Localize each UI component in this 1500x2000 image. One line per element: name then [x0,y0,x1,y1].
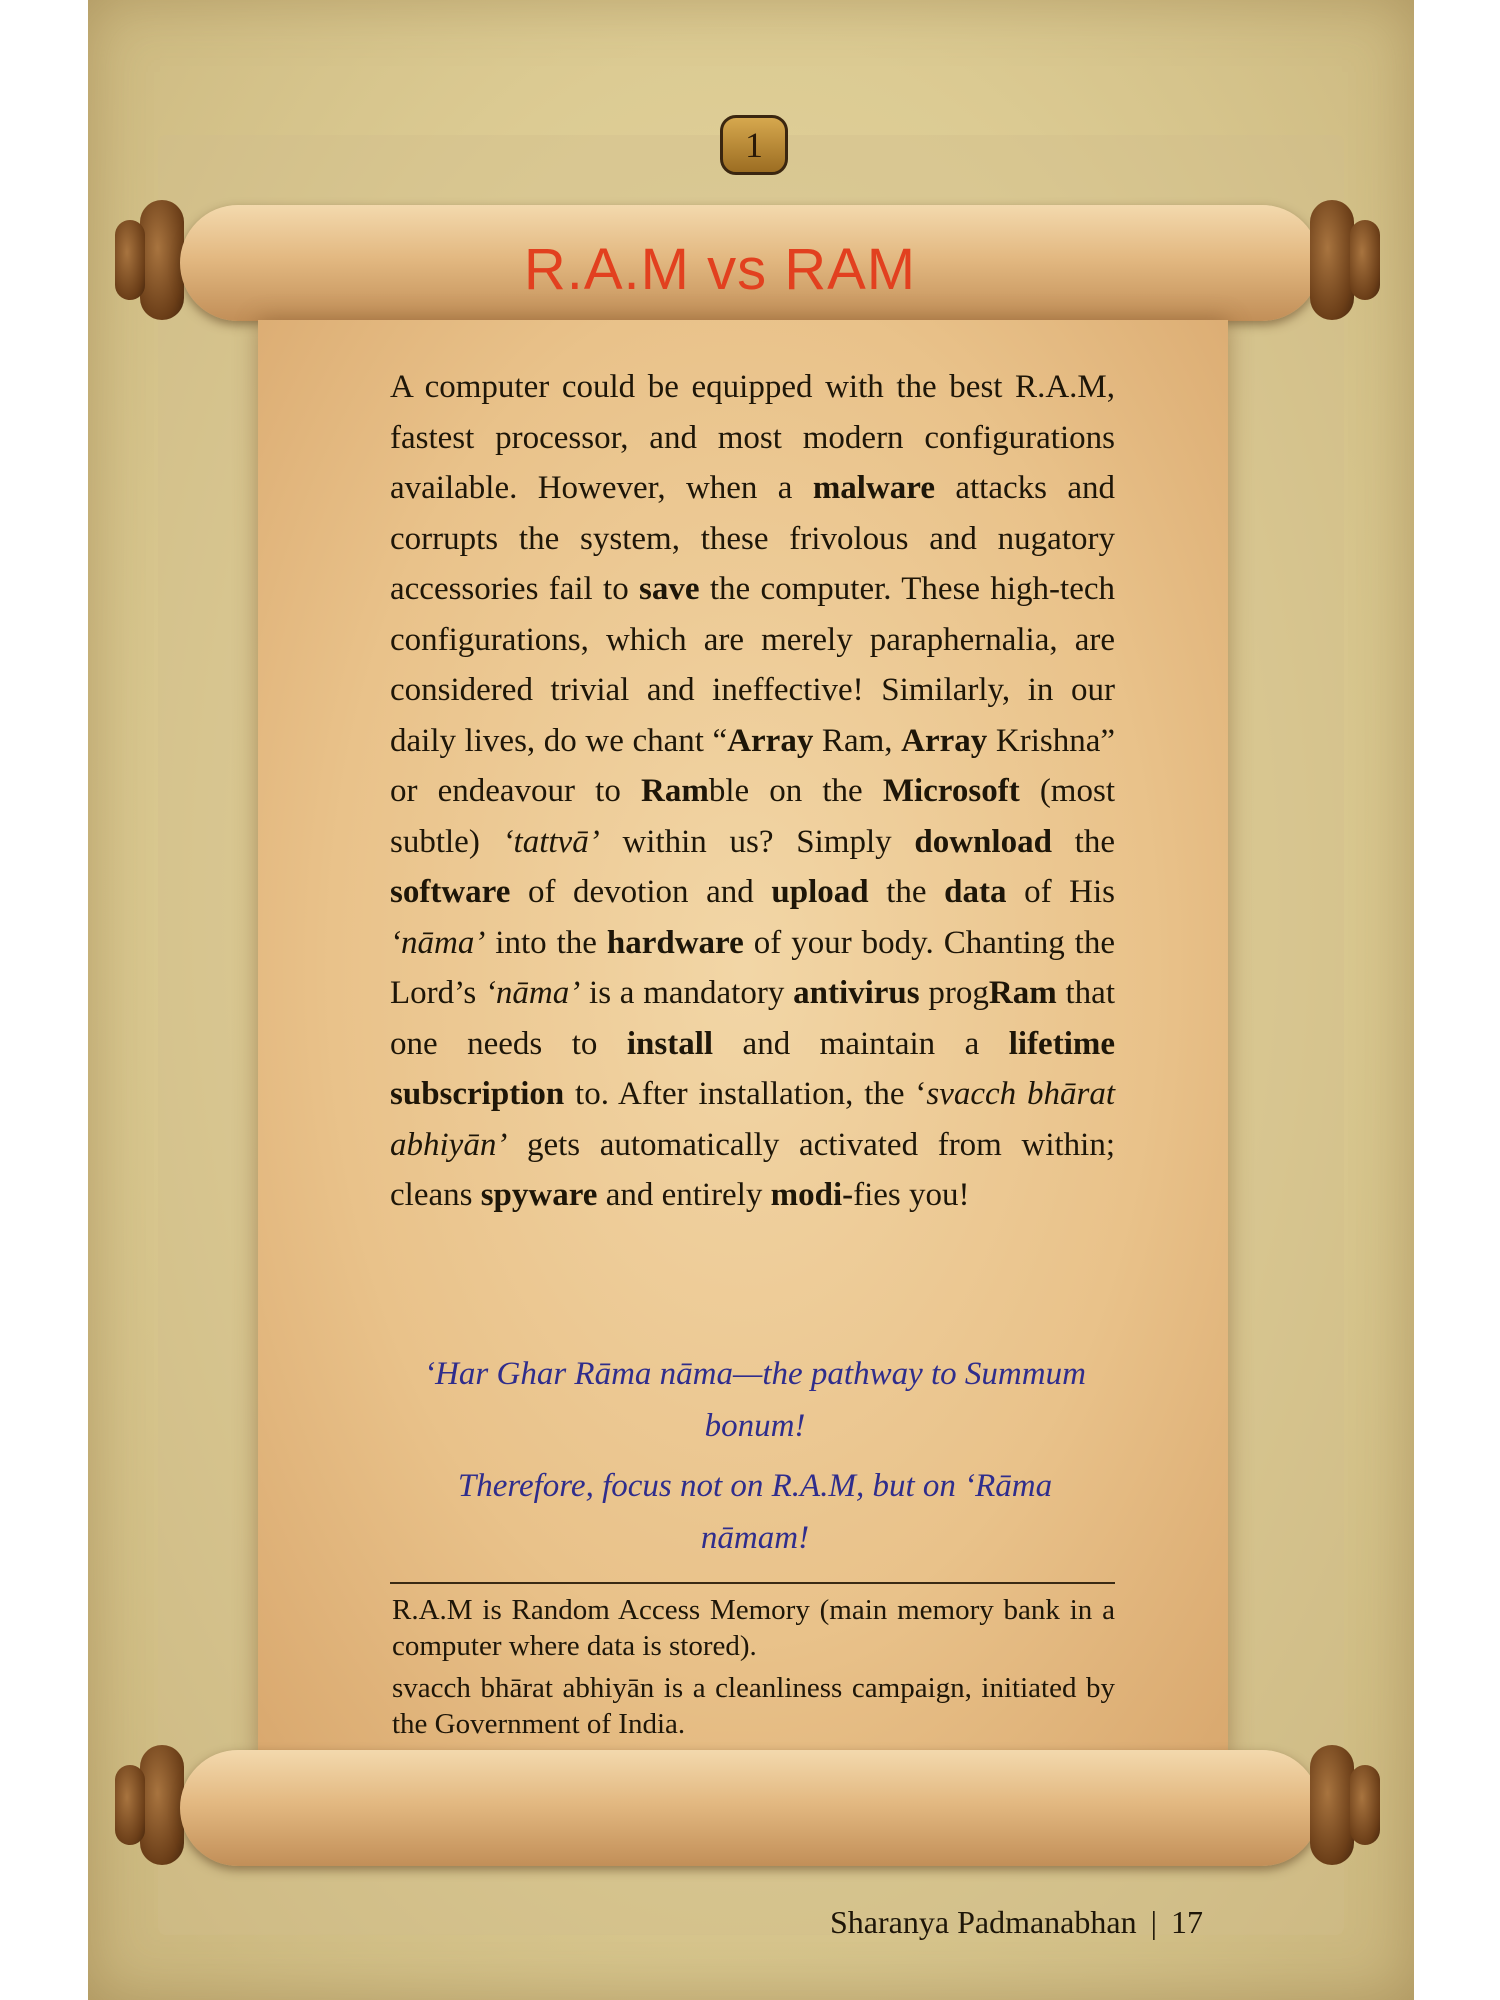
bold-term: lifetime subscription [390,1025,1116,1112]
quote-line-2: Therefore, focus not on R.A.M, but on ‘Rāma nāmam! [457,1468,1053,1556]
bold-term: Ram [988,975,1057,1011]
top-left-scroll-knob-end [115,220,145,300]
bold-term: install [626,1025,714,1062]
body-text-run: Krishna” or endeavour to [390,722,1115,809]
bold-term: upload [771,874,869,910]
body-text-run: that one needs to [390,975,1115,1062]
footnote-ram: R.A.M is Random Access Memory (main memory bank in a computer where data is stored). [392,1594,1115,1662]
body-text-run: attacks and corrupts the system, these frivolous and nugatory accessories fail to [390,470,1115,607]
bottom-right-scroll-knob [1310,1745,1354,1865]
footnote-svacch: svacch bhārat abhiyān is a cleanliness campaign, initiated by the Government of India. [392,1672,1115,1740]
bottom-right-scroll-knob-end [1350,1765,1380,1845]
bold-term: Ram [640,773,709,809]
bold-term: download [914,823,1052,860]
bold-term: Array [727,722,814,759]
body-text-run: into the [485,924,607,961]
italic-term: ‘nāma’ [390,924,486,961]
footnote-divider [390,1582,1115,1584]
footer-separator: | [1150,1904,1157,1940]
body-text-run: the [868,874,945,910]
body-text-run: (most subtle) [390,773,1115,860]
chapter-number-badge: 1 [720,115,788,175]
body-text-run: A computer could be equipped with the best R.A.M, fastest processor, and most modern configurations available. However, when a [390,369,1115,506]
bottom-scroll-rod [180,1750,1320,1866]
bold-term: modi- [770,1177,854,1213]
body-text-run: ble on the [708,773,883,809]
body-text-run: fies you! [853,1177,970,1213]
author-name: Sharanya Padmanabhan [830,1904,1137,1940]
body-text-run: of devotion and [510,874,772,910]
top-right-scroll-knob [1310,200,1354,320]
body-text-run: gets automatically activated from within; cleans [390,1126,1115,1213]
body-paragraph [390,362,1115,1221]
bold-term: antivirus [793,975,920,1011]
bold-term: save [639,571,700,607]
bottom-left-scroll-knob-end [115,1765,145,1845]
chapter-title: R.A.M vs RAM [523,237,917,302]
body-text-run: within us? Simply [599,823,915,860]
page-number: 17 [1170,1904,1203,1940]
body-text-run: prog [919,975,989,1011]
body-text-run: and entirely [597,1177,771,1213]
bottom-left-scroll-knob [140,1745,184,1865]
body-text-run: is a mandatory [580,975,794,1011]
italic-term: ‘tattvā’ [502,823,600,860]
body-text-run: to. After installation, the ‘ [564,1076,927,1112]
italic-term: ‘nāma’ [484,975,581,1011]
body-text-run: and maintain a [713,1025,1009,1062]
quote-block [400,1348,1110,1572]
italic-term: svacch bhārat abhiyān’ [390,1076,1115,1163]
bold-term: hardware [606,924,744,961]
quote-line-1: ‘Har Ghar Rāma nāma—the pathway to Summum bonum! [424,1356,1086,1444]
body-text-run: of His [1006,874,1115,910]
body-text-run: the [1051,823,1115,860]
body-text-run: Ram, [813,722,902,759]
bold-term: data [944,874,1007,910]
bold-term: software [390,874,511,910]
bold-term: spyware [480,1177,598,1213]
footnotes [392,1592,1115,1748]
top-left-scroll-knob [140,200,184,320]
top-right-scroll-knob-end [1350,220,1380,300]
bold-term: Microsoft [882,773,1020,809]
bold-term: malware [812,470,935,506]
body-text-run: of your body. Chanting the Lord’s [390,924,1115,1011]
page-footer [830,1904,1203,1941]
body-text-run: the computer. These high-tech configurations, which are merely paraphernalia, are considered trivial and ineffective! Similarly, in our daily lives, do we chant “ [390,571,1115,759]
bold-term: Array [901,722,988,759]
